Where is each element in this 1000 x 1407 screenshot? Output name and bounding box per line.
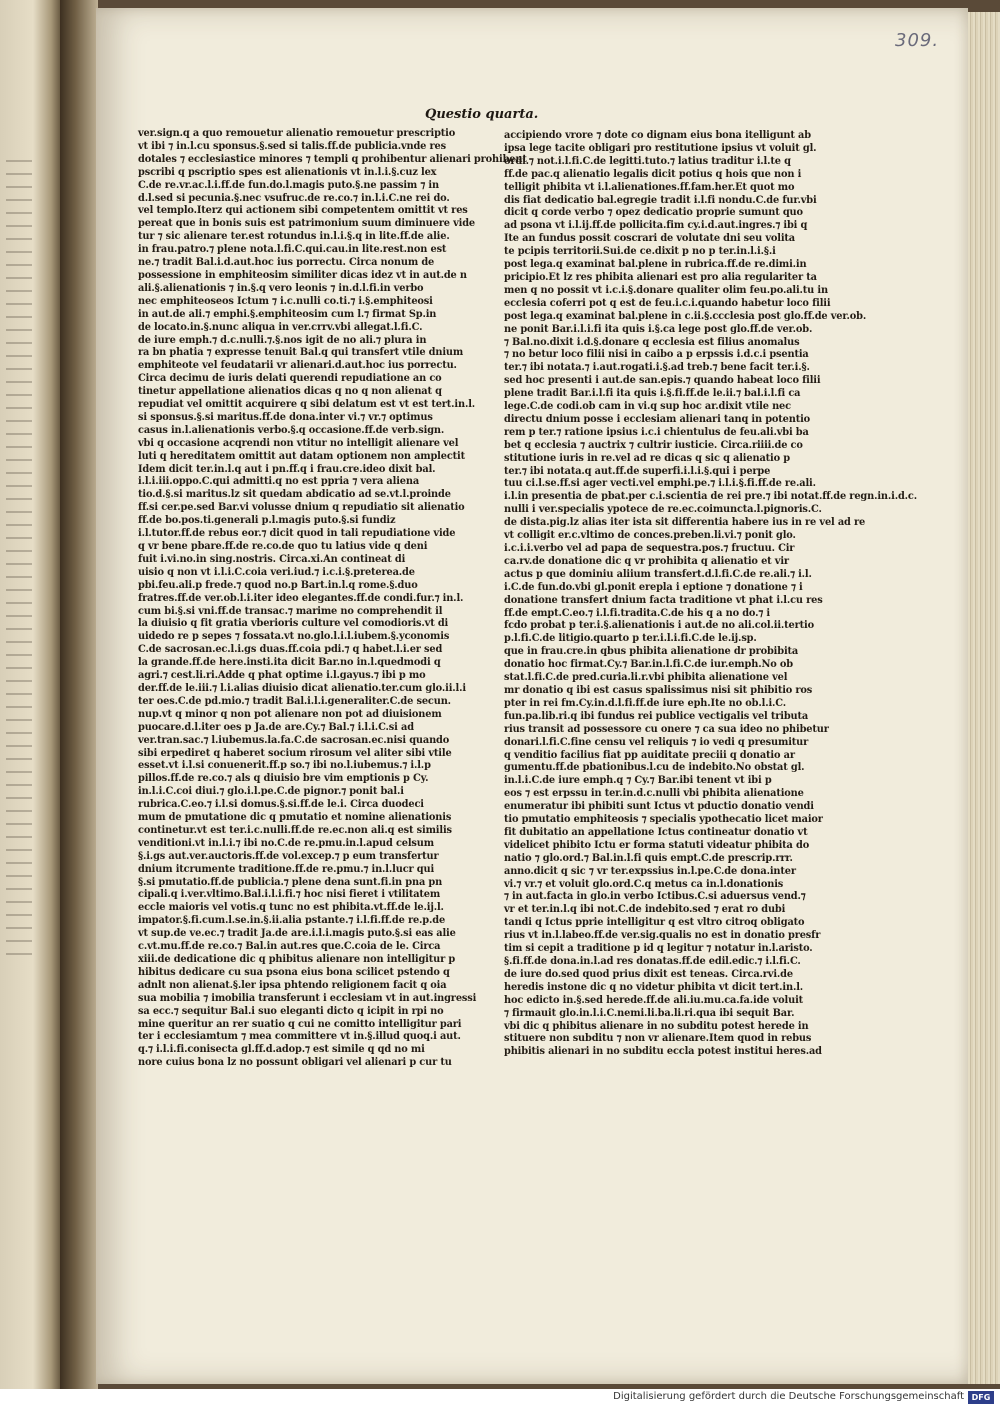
text-line: eos ⁊ est erpssu in ter.in.d.c.nulli vbi phibita alienatione [504, 788, 804, 800]
text-line: vt colligit er.c.vltimo de conces.preben.li.vi.⁊ ponit glo. [504, 530, 796, 542]
text-line: de dista.pig.lz alias iter ista sit differentia habere ius in re vel ad re [504, 517, 866, 529]
text-line: directu dnium posse i ecclesiam alienari tanq in potentio [504, 413, 811, 425]
text-line: accipiendo vrore ⁊ dote co dignam eius bona itelligunt ab [504, 130, 811, 141]
text-line: continetur.vt est ter.i.c.nulli.ff.de re.ec.non ali.q est similis [138, 824, 452, 836]
text-line: tim si cepit a traditione p id q legitur ⁊ notatur in.l.aristo. [504, 943, 813, 955]
text-line: la grande.ff.de here.insti.ita dicit Bar.no in.l.quedmodi q [138, 657, 441, 669]
text-line: emphiteote vel feudatarii vr alienari.d.aut.hoc ius porrectu. [138, 360, 457, 372]
text-line: sua mobilia ⁊ imobilia transferunt i ecclesiam vt in aut.ingressi [138, 992, 477, 1004]
text-line: possessione in emphiteosim similiter dicas idez vt in aut.de n [138, 269, 467, 281]
text-line: telligit phibita vt i.l.alienationes.ff.fam.her.Et quot mo [504, 181, 795, 193]
running-head: Questio quarta. [425, 107, 539, 122]
text-line: tinetur appellatione alienatios dicas q no q non alienat q [138, 386, 442, 398]
text-line: uidedo re p sepes ⁊ fossata.vt no.glo.l.i.l.iubem.§.yconomis [138, 631, 450, 643]
text-line: esset.vt i.l.si conuenerit.ff.p so.⁊ ibi no.l.iubemus.⁊ i.l.p [138, 760, 431, 772]
text-line: ver.sign.q a quo remouetur alienatio remouetur prescriptio [138, 128, 456, 139]
text-line: sibi erpediret q haberet socium rirosum vel aliter sibi vtile [138, 747, 452, 759]
text-line: hoc edicto in.§.sed herede.ff.de ali.iu.mu.ca.fa.ide voluit [504, 994, 804, 1006]
text-line: ff.si cer.pe.sed Bar.vi volusse dnium q repudiatio sit alienatio [138, 502, 465, 514]
text-line: q.⁊ i.l.i.fi.conisecta gl.ff.d.adop.⁊ est simile q qd no mi [138, 1044, 425, 1056]
text-line: ipsa lege tacite obligari pro restitutione ipsius vt voluit gl. [504, 142, 817, 154]
text-line: tio.d.§.si maritus.lz sit quedam abdicatio ad se.vt.l.proinde [138, 489, 451, 501]
text-line: rem p ter.⁊ ratione ipsius i.c.i chientulus de feu.ali.vbi ba [504, 426, 809, 438]
text-line: ter oes.C.de pd.mio.⁊ tradit Bal.i.l.i.generaliter.C.de secun. [138, 695, 451, 707]
text-line: c.vt.mu.ff.de re.co.⁊ Bal.in aut.res que.C.coia de le. Circa [138, 941, 441, 953]
text-line: vr et ter.in.l.q ibi not.C.de indebito.sed ⁊ erat ro dubi [504, 904, 786, 916]
text-line: bet q ecclesia ⁊ auctrix ⁊ cultrir iusticie. Circa.riiii.de co [504, 439, 803, 451]
text-line: que in frau.cre.in qbus phibita alienatione dr probibita [504, 646, 799, 658]
text-line: donatio hoc firmat.Cy.⁊ Bar.in.l.fi.C.de iur.emph.No ob [504, 659, 793, 671]
text-line: §.si pmutatio.ff.de publicia.⁊ plene dena sunt.fi.in pna pn [138, 876, 443, 888]
text-line: pter in rei fm.Cy.in.d.l.fi.ff.de iure eph.Ite no ob.l.i.C. [504, 697, 787, 709]
text-line: eccle maioris vel votis.q tunc no est phibita.vt.ff.de le.ij.l. [138, 902, 444, 914]
text-line: ff.de bo.pos.ti.generali p.l.magis puto.§.si fundiz [138, 515, 396, 527]
text-line: enumeratur ibi phibiti sunt Ictus vt pductio donatio vendi [504, 801, 814, 813]
text-line: cipali.q i.ver.vltimo.Bal.i.l.i.fi.⁊ hoc nisi fieret i vtilitatem [138, 889, 441, 901]
text-line: p.l.fi.C.de litigio.quarto p ter.i.l.i.fi.C.de le.ij.sp. [504, 633, 757, 645]
text-line: uisio q non vt i.l.i.C.coia veri.iud.⁊ i.c.i.§.preterea.de [138, 566, 415, 578]
text-line: mum de pmutatione dic q pmutatio et nomine alienationis [138, 812, 452, 824]
text-line: i.c.i.i.verbo vel ad papa de sequestra.pos.⁊ fructuu. Cir [504, 543, 795, 554]
text-line: repudiat vel omittit acquirere q sibi delatum est vt est tert.in.l. [138, 399, 476, 411]
text-line: cum bi.§.si vni.ff.de transac.⁊ marime no comprehendit il [138, 605, 443, 617]
text-line: vbi q occasione acqrendi non vtitur no intelligit alienare vel [138, 437, 459, 449]
text-line: casus in.l.alienationis verbo.§.q occasione.ff.de verb.sign. [138, 424, 445, 436]
text-line: ad psona vt i.l.ij.ff.de pollicita.fim cy.i.d.aut.ingres.⁊ ibi q [504, 220, 808, 232]
text-line: ff.de pac.q alienatio legalis dicit potius q hois que non i [504, 168, 802, 180]
text-line: ter.⁊ ibi notata.⁊ i.aut.rogati.i.§.ad treb.⁊ bene facit ter.i.§. [504, 362, 810, 374]
text-line: in aut.de ali.⁊ emphi.§.emphiteosim cum l.⁊ firmat Sp.in [138, 308, 437, 320]
text-line: pbi.feu.ali.p frede.⁊ quod no.p Bart.in.l.q rome.§.duo [138, 579, 418, 591]
text-line: q venditio facilius fiat pp auiditate preciii q donatio ar [504, 749, 795, 761]
text-line: dis fiat dedicatio bal.egregie tradit i.l.fi nondu.C.de fur.vbi [504, 194, 817, 206]
text-line: impator.§.fi.cum.l.se.in.§.ii.alia pstante.⁊ i.l.fi.ff.de re.p.de [138, 915, 446, 927]
text-line: dotales ⁊ ecclesiastice minores ⁊ templi q prohibentur alienari prohibent [138, 153, 527, 165]
text-line: fratres.ff.de ver.ob.l.i.iter ideo elegantes.ff.de condi.fur.⁊ in.l. [138, 592, 464, 604]
text-line: actus p que dominiu aliium transfert.d.l.fi.C.de re.ali.⁊ i.l. [504, 568, 812, 580]
text-line: sa ecc.⁊ sequitur Bal.i suo eleganti dicto q icipit in rpi no [138, 1005, 444, 1017]
left-text-column [138, 128, 527, 1070]
text-line: ordi.⁊ not.i.l.fi.C.de legitti.tuto.⁊ latius traditur i.l.te q [504, 155, 791, 167]
text-line: i.l.in presentia de pbat.per c.i.scientia de rei pre.⁊ ibi notat.ff.de regn.in.i.d.c. [504, 491, 918, 503]
text-line: fcdo probat p ter.i.§.alienationis i aut.de no ali.col.ii.tertio [504, 620, 814, 632]
text-line: anno.dicit q sic ⁊ vr ter.expssius in.l.pe.C.de dona.inter [504, 865, 796, 877]
text-line: vel templo.Iterz qui actionem sibi competentem omittit vt res [138, 205, 468, 217]
text-line: luti q hereditatem omittit aut datam optionem non amplectit [138, 450, 465, 462]
text-line: post lega.q examinat bal.plene in c.ii.§.ccclesia post glo.ff.de ver.ob. [504, 310, 867, 322]
text-line: Idem dicit ter.in.l.q aut i pn.ff.q i frau.cre.ideo dixit bal. [138, 463, 436, 475]
text-line: §.i.gs aut.ver.auctoris.ff.de vol.excep.⁊ p eum transfertur [138, 850, 439, 862]
text-line: Circa decimu de iuris delati querendi repudiatione an co [138, 373, 442, 385]
text-line: vbi dic q phibitus alienare in no subditu potest herede in [504, 1020, 809, 1032]
text-line: pricipio.Et lz res phibita alienari est pro alia regulariter ta [504, 271, 817, 283]
text-line: agri.⁊ cest.li.ri.Adde q phat optime i.l.gayus.⁊ ibi p mo [138, 670, 426, 682]
text-line: hibitus dedicare cu sua psona eius bona scilicet pstendo q [138, 966, 450, 978]
text-line: in.l.i.C.coi diui.⁊ glo.i.l.pe.C.de pignor.⁊ ponit bal.i [138, 786, 404, 798]
page-edges [968, 12, 1000, 1384]
text-line: Ite an fundus possit coscrari de volutate dni seu volita [504, 233, 795, 245]
text-line: tur ⁊ sic alienare ter.est rotundus in.l.i.§.q in lite.ff.de alie. [138, 231, 450, 243]
text-line: vt ibi ⁊ in.l.cu sponsus.§.sed si talis.ff.de publicia.vnde res [138, 140, 446, 152]
text-line: puocare.d.l.iter oes p Ja.de are.Cy.⁊ Bal.⁊ i.l.i.C.si ad [138, 721, 414, 733]
text-line: ver.tran.sac.⁊ l.iubemus.la.fa.C.de sacrosan.ec.nisi quando [138, 734, 450, 746]
text-line: fit dubitatio an appellatione Ictus contineatur donatio vt [504, 826, 808, 838]
text-line: si sponsus.§.si maritus.ff.de dona.inter vi.⁊ vr.⁊ optimus [138, 411, 433, 423]
folio-number: 309. [895, 30, 940, 51]
text-line: xiii.de dedicatione dic q phibitus alienare non intelligitur p [138, 954, 456, 965]
text-line: ra bn phatia ⁊ expresse tenuit Bal.q qui transfert vtile dnium [138, 347, 464, 359]
text-line: tandi q Ictus pprie intelligitur q est vltro citroq obligato [504, 917, 805, 929]
footer-bar [0, 1389, 1000, 1407]
text-line: videlicet phibito Ictu er forma statuti videatur phibita do [504, 839, 810, 851]
text-line: der.ff.de le.iii.⁊ l.i.alias diuisio dicat alienatio.ter.cum glo.ii.l.i [138, 682, 466, 694]
text-line: mr donatio q ibi est casus spalissimus nisi sit phibitio ros [504, 684, 813, 696]
text-line: vt sup.de ve.ec.⁊ tradit Ja.de are.i.l.i.magis puto.§.si eas alie [138, 928, 456, 940]
book-gutter [60, 0, 98, 1390]
text-line: la diuisio q fit gratia vberioris culture vel comodioris.vt di [138, 618, 449, 630]
text-line: rius transit ad possessore cu onere ⁊ ca sua ideo no phibetur [504, 723, 829, 735]
text-line: mine queritur an rer suatio q cui ne comitto intelligitur pari [138, 1018, 462, 1030]
text-line: nup.vt q minor q non pot alienare non pot ad diuisionem [138, 708, 442, 720]
dfg-logo: DFG [968, 1391, 994, 1404]
text-line: post lega.q examinat bal.plene in rubrica.ff.de re.dimi.in [504, 259, 807, 271]
text-line: donatione transfert dnium facta traditione vt phat i.l.cu res [504, 594, 823, 606]
text-line: phibitis alienari in no subditu eccla potest institui heres.ad [504, 1046, 822, 1058]
text-line: pereat que in bonis suis est patrimonium suum diminuere vide [138, 218, 475, 230]
text-line: pscribi q pscriptio spes est alienationis vt in.l.i.§.cuz lex [138, 166, 437, 178]
text-line: fun.pa.lib.ri.q ibi fundus rei publice vectigalis vel tributa [504, 710, 809, 722]
text-line: de locato.in.§.nunc aliqua in ver.crrv.vbi allegat.l.fi.C. [138, 321, 423, 333]
text-line: lege.C.de codi.ob cam in vi.q sup hoc ar.dixit vtile nec [504, 401, 791, 413]
text-line: tuu ci.l.se.ff.si ager vecti.vel emphi.pe.⁊ i.l.i.§.fi.ff.de re.ali. [504, 478, 816, 490]
text-line: ter i ecclesiamtum ⁊ mea committere vt in.§.illud quoq.i aut. [138, 1031, 461, 1043]
text-line: i.C.de fun.do.vbi gl.ponit erepla i eptione ⁊ donatione ⁊ i [504, 581, 803, 593]
text-line: donari.l.fi.C.fine censu vel reliquis ⁊ io vedi q presumitur [504, 736, 809, 748]
text-line: ⁊ firmauit glo.in.l.i.C.nemi.li.ba.li.ri.qua ibi sequit Bar. [504, 1007, 795, 1019]
text-line: gumentu.ff.de pbationibus.l.cu de indebito.No obstat gl. [504, 762, 805, 774]
text-line: ⁊ no betur loco filii nisi in caibo a p erpssis i.d.c.i psentia [504, 349, 809, 361]
text-line: rius vt in.l.labeo.ff.de ver.sig.qualis no est in donatio presfr [504, 930, 821, 942]
text-line: heredis instone dic q no videtur phibita vt dicit tert.in.l. [504, 981, 804, 993]
text-line: dnium itcrumente traditione.ff.de re.pmu.⁊ in.l.lucr qui [138, 863, 435, 875]
text-line: pillos.ff.de re.co.⁊ als q diuisio bre vim emptionis p Cy. [138, 773, 429, 785]
text-line: men q no possit vt i.c.i.§.donare qualiter olim feu.po.ali.tu in [504, 284, 828, 296]
text-line: vi.⁊ vr.⁊ et voluit glo.ord.C.q metus ca in.l.donationis [504, 878, 784, 890]
text-line: venditioni.vt in.l.i.⁊ ibi no.C.de re.pmu.in.l.apud celsum [138, 837, 434, 849]
text-line: d.l.sed si pecunia.§.nec vsufruc.de re.co.⁊ in.l.i.C.ne rei do. [138, 192, 450, 204]
text-line: ⁊ in aut.facta in glo.in verbo Ictibus.C.si aduersus vend.⁊ [504, 891, 806, 903]
text-line: natio ⁊ glo.ord.⁊ Bal.in.l.fi quis empt.C.de prescrip.rrr. [504, 852, 793, 864]
text-line: ne ponit Bar.i.l.i.fi ita quis i.§.ca lege post glo.ff.de ver.ob. [504, 323, 813, 335]
footer-credit: Digitalisierung gefördert durch die Deutsche Forschungsgemeinschaft [613, 1391, 964, 1402]
left-page-text-fragment [6, 160, 32, 960]
text-line: in.l.i.C.de iure emph.q ⁊ Cy.⁊ Bar.ibi tenent vt ibi p [504, 775, 772, 787]
text-line: in frau.patro.⁊ plene nota.l.fi.C.qui.cau.in lite.rest.non est [138, 244, 447, 256]
text-line: stituere non subditu ⁊ non vr alienare.Item quod in rebus [504, 1033, 812, 1045]
text-line: nulli i ver.specialis ypotece de re.ec.coimuncta.l.pignoris.C. [504, 504, 822, 516]
text-line: dicit q corde verbo ⁊ opez dedicatio proprie sumunt quo [504, 207, 803, 219]
text-line: i.l.i.iii.oppo.C.qui admitti.q no est ppria ⁊ vera aliena [138, 476, 420, 488]
left-facing-page-edge [0, 0, 60, 1390]
text-line: C.de sacrosan.ec.l.i.gs duas.ff.coia pdi.⁊ q habet.l.i.er sed [138, 644, 443, 656]
text-line: ali.§.alienationis ⁊ in.§.q vero leonis ⁊ in.d.l.fi.in verbo [138, 282, 424, 294]
text-line: tio pmutatio emphiteosis ⁊ specialis ypothecatio licet maior [504, 814, 823, 826]
text-line: §.fi.ff.de dona.in.l.ad res donatas.ff.de edil.edic.⁊ i.l.fi.C. [504, 956, 801, 967]
text-line: te pcipis territorii.Sui.de ce.dixit p no p ter.in.l.i.§.i [504, 246, 776, 258]
text-line: de iure emph.⁊ d.c.nulli.⁊.§.nos igit de no ali.⁊ plura in [138, 334, 427, 346]
text-line: q vr bene pbare.ff.de re.co.de quo tu latius vide q deni [138, 541, 428, 552]
text-line: rubrica.C.eo.⁊ i.l.si domus.§.si.ff.de le.i. Circa duodeci [138, 799, 424, 811]
text-line: de iure do.sed quod prius dixit est teneas. Circa.rvi.de [504, 968, 793, 980]
text-line: stat.l.fi.C.de pred.curia.li.r.vbi phibita alienatione vel [504, 672, 788, 684]
text-line: adnlt non alienat.§.ler ipsa phtendo religionem facit q oia [138, 979, 447, 991]
text-line: ff.de empt.C.eo.⁊ i.l.fi.tradita.C.de his q a no do.⁊ i [504, 607, 770, 619]
text-line: fuit i.vi.no.in sing.nostris. Circa.xi.An contineat di [138, 553, 406, 565]
text-line: i.l.tutor.ff.de rebus eor.⁊ dicit quod in tali repudiatione vide [138, 528, 456, 540]
text-line: ne.⁊ tradit Bal.i.d.aut.hoc ius porrectu. Circa nonum de [138, 257, 435, 269]
text-line: stitutione iuris in re.vel ad re dicas q sic q alienatio p [504, 452, 790, 464]
text-line: ⁊ Bal.no.dixit i.d.§.donare q ecclesia est filius anomalus [504, 336, 800, 348]
text-line: C.de re.vr.ac.l.i.ff.de fun.do.l.magis puto.§.ne passim ⁊ in [138, 179, 439, 191]
text-line: nore cuius bona lz no possunt obligari vel alienari p cur tu [138, 1057, 452, 1069]
right-text-column [504, 130, 918, 1059]
text-line: sed hoc presenti i aut.de san.epis.⁊ quando habeat loco filii [504, 375, 821, 387]
text-line: plene tradit Bar.i.l.fi ita quis i.§.fi.ff.de le.ii.⁊ bal.i.l.fi ca [504, 388, 801, 400]
text-line: ter.⁊ ibi notata.q aut.ff.de superfi.i.l.i.§.qui i perpe [504, 465, 771, 477]
text-line: nec emphiteoseos Ictum ⁊ i.c.nulli co.ti.⁊ i.§.emphiteosi [138, 295, 433, 307]
text-line: ecclesia coferri pot q est de feu.i.c.i.quando habetur loco filii [504, 297, 831, 309]
text-line: ca.rv.de donatione dic q vr prohibita q alienatio et vir [504, 555, 789, 567]
